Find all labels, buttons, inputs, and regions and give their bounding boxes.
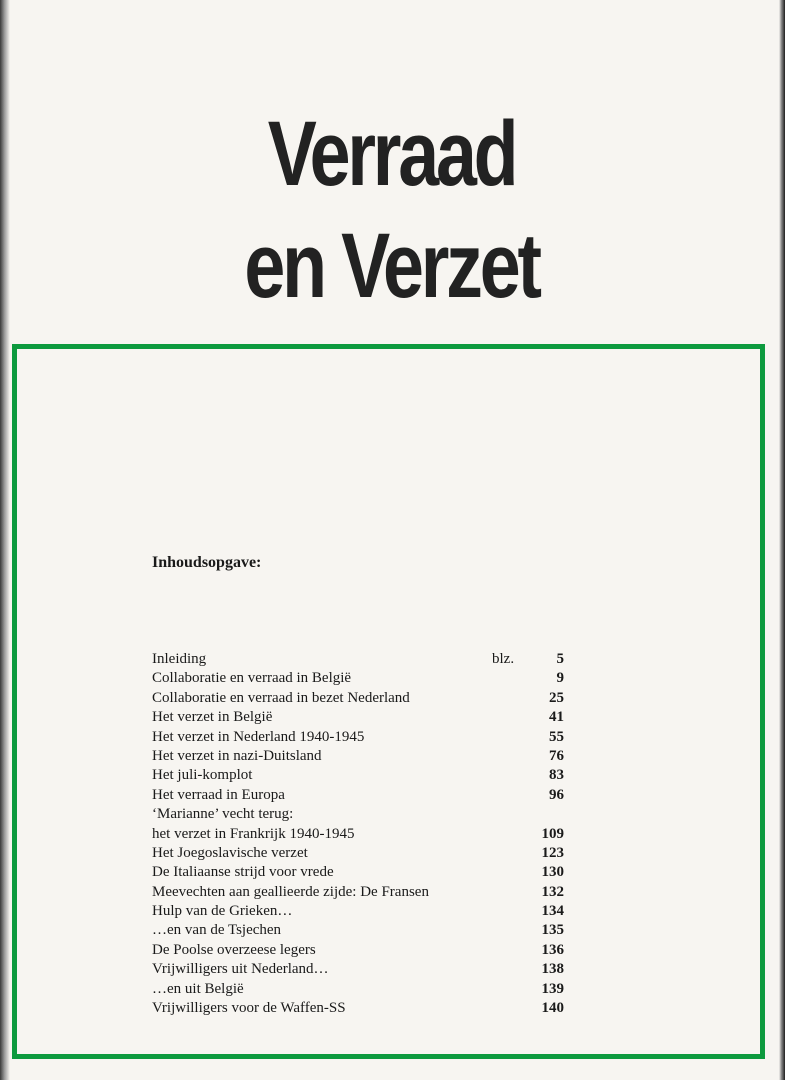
toc-entry-page: 135: [541, 922, 564, 939]
toc-entry-page: 109: [541, 825, 564, 842]
toc-entry-title: Het verraad in Europa: [152, 786, 285, 803]
toc-entry-page: 123: [541, 844, 564, 861]
toc-entry-title: Meevechten aan geallieerde zijde: De Fransen: [152, 883, 429, 900]
toc-entry: [152, 650, 564, 669]
toc-entry: [152, 960, 564, 979]
page-edge-right: [779, 0, 785, 1080]
toc-entry-title: …en uit België: [152, 980, 244, 997]
toc-entry: [152, 708, 564, 727]
toc-entry-title: Het Joegoslavische verzet: [152, 844, 308, 861]
toc-entry-title: Het verzet in nazi-Duitsland: [152, 747, 322, 764]
toc-entry-title: Vrijwilligers voor de Waffen-SS: [152, 1000, 346, 1017]
toc-entry-title: Vrijwilligers uit Nederland…: [152, 961, 329, 978]
toc-entry: [152, 844, 564, 863]
toc-entry-page: 55: [549, 728, 564, 745]
toc-entry-page: 83: [549, 767, 564, 784]
toc-entry-title: De Poolse overzeese legers: [152, 941, 316, 958]
toc-entry: [152, 883, 564, 902]
toc-entry-page: 134: [541, 903, 564, 920]
table-of-contents: [152, 650, 564, 1018]
toc-blz-label: blz.: [492, 651, 515, 667]
toc-entry: [152, 902, 564, 921]
toc-entry: [152, 786, 564, 805]
toc-entry-page: 76: [549, 747, 564, 764]
toc-entry-page: 132: [541, 883, 564, 900]
toc-entry: [152, 825, 564, 844]
toc-entry-title: Collaboratie en verraad in België: [152, 670, 352, 687]
toc-entry: [152, 921, 564, 940]
toc-entry-page: 41: [549, 709, 564, 726]
toc-entry: [152, 941, 564, 960]
toc-entry-page: 25: [549, 689, 564, 706]
toc-entry-title: Collaboratie en verraad in bezet Nederland: [152, 689, 410, 706]
toc-entry-title: ‘Marianne’ vecht terug:: [152, 806, 294, 823]
toc-entry-title: Het verzet in Nederland 1940-1945: [152, 728, 365, 745]
page-edge-left: [0, 0, 10, 1080]
toc-entry: [152, 766, 564, 785]
toc-heading: Inhoudsopgave:: [152, 554, 262, 571]
toc-entry-title: Het juli-komplot: [152, 767, 253, 784]
toc-entry-page: 136: [541, 941, 564, 958]
toc-entry-title: De Italiaanse strijd voor vrede: [152, 864, 334, 881]
toc-entry-title: …en van de Tsjechen: [152, 922, 282, 939]
toc-entry-title: Het verzet in België: [152, 709, 273, 726]
book-title-line-1: Verraad: [267, 103, 516, 205]
toc-entry: [152, 669, 564, 688]
toc-entry: [152, 863, 564, 882]
toc-entry-page: 9: [556, 670, 564, 687]
toc-entry-title: Inleiding: [152, 651, 207, 667]
toc-entry: [152, 999, 564, 1018]
toc-entry: [152, 980, 564, 999]
toc-entry: [152, 728, 564, 747]
toc-entry: [152, 747, 564, 766]
toc-entry-title: het verzet in Frankrijk 1940-1945: [152, 825, 355, 842]
toc-entry-title: Hulp van de Grieken…: [152, 903, 293, 920]
toc-entry: [152, 689, 564, 708]
toc-entry-page: 138: [541, 961, 564, 978]
toc-entry-page: 96: [549, 786, 564, 803]
toc-entry-page: 5: [556, 651, 564, 667]
toc-entry-page: 130: [541, 864, 564, 881]
book-title-line-2: en Verzet: [244, 215, 539, 317]
toc-entry: [152, 805, 564, 824]
toc-entry-page: 140: [541, 1000, 564, 1017]
toc-entry-page: 139: [541, 980, 564, 997]
